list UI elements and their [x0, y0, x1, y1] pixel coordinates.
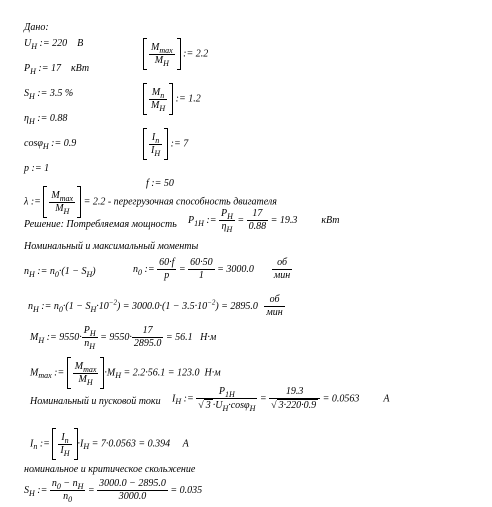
slip-heading: номинальное и критическое скольжение	[24, 464, 196, 475]
lambda-equation: λ := $\frac{M_{max}}{M_H}$ = 2.2 - перегрузочная способность двигателя	[24, 186, 277, 218]
given-frequency: f := 50	[146, 178, 174, 189]
moments-heading: Номинальный и максимальный моменты	[24, 241, 199, 252]
mh-equation: $M_H$ := 9550· $\frac{P_H}{n_H}$ = 9550· $\frac{17}{2895.0}$ = 56.1 Н·м	[30, 325, 217, 351]
mmax-equation: $M_{max}$ := $\frac{M_{max}}{M_H}$ $\cdot M_H = 2.2\cdot 56.1 = 123.0$ Н·м	[30, 357, 221, 389]
ratio-mn: $\frac{M_n}{M_H}$ := 1.2	[143, 83, 201, 115]
i1h-equation: $I_H$ := $\frac{P_{1H}}{√ 3 \cdot U_H\cdot\cos\varphi_H}$ = $\frac{19.3}{√ 3\cdot 220\cdot 0.9}$ = 0.0563 A	[172, 386, 390, 413]
sh-equation: $S_H$ := $\frac{n_0 - n_H}{n_0}$ = $\frac{3000.0 - 2895.0}{3000.0}$ = 0.035	[24, 478, 203, 504]
given-heading: Дано:	[24, 22, 49, 33]
nh-formula: $n_H$ := $n_0\cdot(1 - S_H)$	[24, 266, 96, 279]
given-slip: $S_H$ := 3.5 %	[24, 88, 74, 101]
currents-heading: Номинальный и пусковой токи	[30, 396, 161, 407]
solution-label: Решение: Потребляемая мощность	[24, 219, 177, 230]
given-efficiency: $\eta_H$ := 0.88	[24, 113, 68, 126]
ratio-mmax: $\frac{M_{max}}{M_H}$ := 2.2	[143, 38, 208, 70]
given-pole-pairs: p := 1	[24, 163, 50, 174]
nh-calc: $n_H$ := $n_0\cdot(1 - S_H\cdot 10^{-2}) = 3000.0\cdot(1 - 3.5\cdot 10^{-2}) = 2895.0$ $\frac{об}{\text{мин}}$	[28, 294, 283, 318]
in-equation: $I_n$ := $\frac{I_n}{I_H}$ $\cdot I_H = 7\cdot 0.0563 = 0.394$ A	[30, 428, 189, 460]
given-voltage: $U_H$ := 220 B	[24, 38, 84, 51]
given-power: $P_H$ := 17 кВт	[24, 63, 90, 76]
p1h-equation: $P_{1H}$ := $\frac{P_H}{\eta_H}$ = $\frac{17}{0.88}$ = 19.3 кВт	[188, 208, 340, 234]
given-power-factor: cosφ$_H$ := 0.9	[24, 138, 77, 151]
ratio-in: $\frac{I_n}{I_H}$ := 7	[143, 128, 188, 160]
n0-equation: $n_0$ := $\frac{60\cdot f}{p}$ = $\frac{60\cdot 50}{1}$ = 3000.0 $\frac{об}{\text{мин}}$	[133, 257, 291, 281]
